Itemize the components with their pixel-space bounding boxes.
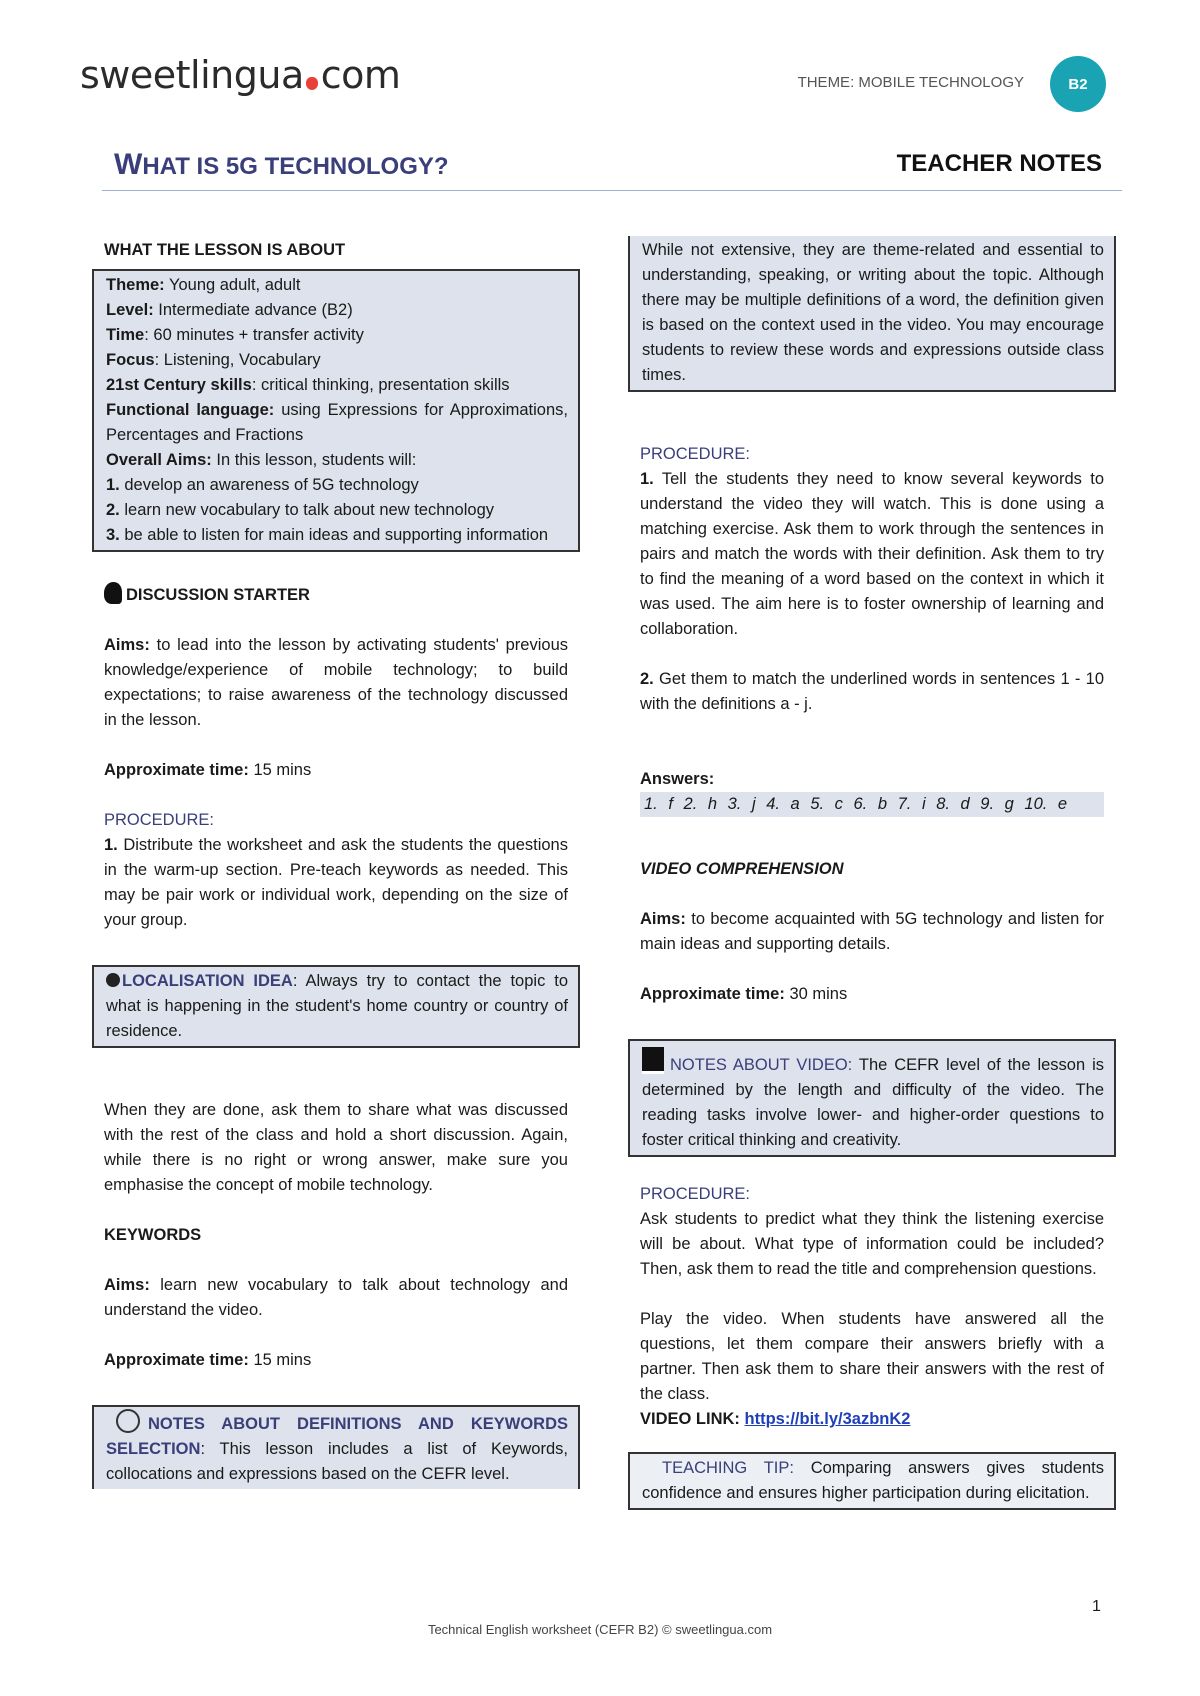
level-value: Intermediate advance (B2) <box>153 301 353 319</box>
overall-aims-label: Overall Aims: <box>106 451 212 469</box>
aims-text: to lead into the lesson by activating students' previous knowledge/experience of mobile technology; to build expectations; to raise awareness of the technology discussed in the lesson. <box>104 636 568 729</box>
apple-icon <box>306 77 318 90</box>
discussion-starter-heading <box>104 582 568 608</box>
answers-line: 1. f 2. h 3. j 4. a 5. c 6. b 7. i 8. d 9. g 10. e <box>640 792 1104 817</box>
theme-label: Theme: <box>106 276 165 294</box>
procedure-label: PROCEDURE: <box>640 1185 751 1203</box>
functional-label: Functional language: <box>106 401 275 419</box>
aim-number: 1. <box>106 476 120 494</box>
keywords-notes-label: NOTES ABOUT DEFINITIONS AND KEYWORDS SELECTION <box>106 1415 568 1458</box>
aims-label: Aims: <box>104 636 150 654</box>
time-value: : 60 minutes + transfer activity <box>144 326 364 344</box>
title-initial: W <box>114 148 143 181</box>
localisation-text: : Always try to contact the topic to what is happening in the student's home country or country of residence. <box>106 972 568 1040</box>
localisation-label: LOCALISATION IDEA <box>122 972 293 990</box>
teaching-tip-text: Comparing answers gives students confidence and ensures higher participation during elicitation. <box>642 1459 1105 1502</box>
logo-text-right: com <box>320 53 401 97</box>
head-icon <box>104 582 122 604</box>
step-number: 2. <box>640 670 654 688</box>
teaching-tip-box <box>628 1452 1116 1510</box>
notebook-icon <box>642 1047 664 1074</box>
level-badge: B2 <box>1050 56 1106 112</box>
teacher-notes-label: TEACHER NOTES <box>896 150 1102 177</box>
skills-value: : critical thinking, presentation skills <box>251 376 510 394</box>
rosette-icon <box>116 1409 140 1433</box>
aims-text: to become acquainted with 5G technology and listen for main ideas and supporting details. <box>640 910 1104 953</box>
page-title <box>114 148 449 182</box>
about-heading: WHAT THE LESSON IS ABOUT <box>104 241 346 259</box>
aim-text: develop an awareness of 5G technology <box>119 476 419 494</box>
keywords-notes-box <box>92 1405 580 1489</box>
page-number: 1 <box>1092 1598 1101 1615</box>
video-comprehension-heading: VIDEO COMPREHENSION <box>640 860 844 878</box>
procedure-paragraph: Play the video. When students have answered all the questions, let them compare their answers briefly with a partner. Then ask them to share their answers with the rest of the class. <box>640 1310 1104 1403</box>
aims-label: Aims: <box>104 1276 150 1294</box>
lesson-info-box <box>92 269 580 552</box>
right-column <box>640 236 1104 1510</box>
keywords-notes-continued: While not extensive, they are theme-related and essential to understanding, speaking, or writing about the topic. Although there may be multiple definitions of a word, the definition given is based on the context used in the video. You may encourage students to review these words and expressions outside class times. <box>642 241 1104 384</box>
aims-text: learn new vocabulary to talk about technology and understand the video. <box>104 1276 568 1319</box>
keywords-notes-text: : This lesson includes a list of Keywords, collocations and expressions based on the CEFR level. <box>106 1440 568 1483</box>
step-number: 1. <box>640 470 654 488</box>
video-notes-label: NOTES ABOUT VIDEO: <box>670 1056 853 1074</box>
aims-label: Aims: <box>640 910 686 928</box>
approx-time-value: 30 mins <box>784 985 848 1003</box>
time-label: Time <box>106 326 145 344</box>
overall-aims-value: In this lesson, students will: <box>211 451 417 469</box>
video-link-label: VIDEO LINK: <box>640 1410 740 1428</box>
approx-time-value: 15 mins <box>248 761 312 779</box>
logo <box>80 53 401 97</box>
approx-time-label: Approximate time: <box>104 1351 249 1369</box>
skills-label: 21st Century skills <box>106 376 252 394</box>
procedure-label: PROCEDURE: <box>104 811 215 829</box>
approx-time-value: 15 mins <box>248 1351 312 1369</box>
step-text: Tell the students they need to know several keywords to understand the video they will watch. This is done using a matching exercise. Ask them to work through the sentences in pairs and match the words with their definition. Ask them to try to find the meaning of a word based on the context in which it was used. The aim here is to foster ownership of learning and collaboration. <box>640 470 1104 638</box>
aim-item <box>106 523 568 548</box>
level-label: Level: <box>106 301 154 319</box>
approx-time-label: Approximate time: <box>104 761 249 779</box>
title-rest: HAT IS 5G TECHNOLOGY? <box>142 153 449 180</box>
video-notes-text: The CEFR level of the lesson is determined by the length and difficulty of the video. The reading tasks involve lower- and higher-order questions to foster critical thinking and creativity. <box>642 1056 1104 1149</box>
theme-label: THEME: MOBILE TECHNOLOGY <box>797 74 1024 91</box>
aim-text: learn new vocabulary to talk about new technology <box>119 501 494 519</box>
aim-item <box>106 498 568 523</box>
logo-text-left: sweetlingua <box>80 53 304 97</box>
answers-label: Answers: <box>640 770 715 788</box>
aim-text: be able to listen for main ideas and supporting information <box>119 526 549 544</box>
approx-time-label: Approximate time: <box>640 985 785 1003</box>
video-notes-box <box>628 1039 1116 1157</box>
procedure-paragraph: Ask students to predict what they think the listening exercise will be about. What type of information could be included? Then, ask them to read the title and comprehension questions. <box>640 1210 1104 1278</box>
functional-value: using Expressions for Approximations, Percentages and Fractions <box>106 401 568 444</box>
focus-label: Focus <box>106 351 155 369</box>
video-link[interactable]: https://bit.ly/3azbnK2 <box>744 1410 911 1428</box>
focus-value: : Listening, Vocabulary <box>154 351 321 369</box>
globe-icon <box>106 973 120 987</box>
aim-number: 2. <box>106 501 120 519</box>
aim-item <box>106 473 568 498</box>
step-number: 1. <box>104 836 118 854</box>
left-column <box>104 238 568 1489</box>
teaching-tip-label: TEACHING TIP: <box>662 1459 794 1477</box>
step-text: Distribute the worksheet and ask the students the questions in the warm-up section. Pre-teach keywords as needed. This may be pair work or individual work, depending on the size of your group. <box>104 836 568 929</box>
procedure-label: PROCEDURE: <box>640 445 751 463</box>
localisation-box <box>92 965 580 1048</box>
theme-value: Young adult, adult <box>164 276 301 294</box>
keywords-heading: KEYWORDS <box>104 1226 202 1244</box>
keywords-notes-continued-box <box>628 236 1116 392</box>
footer-text: Technical English worksheet (CEFR B2) © sweetlingua.com <box>427 1622 773 1637</box>
step-text: Get them to match the underlined words in sentences 1 - 10 with the definitions a - j. <box>640 670 1104 713</box>
header-divider <box>102 190 1122 191</box>
discussion-starter-title: DISCUSSION STARTER <box>126 586 310 604</box>
after-discussion-text: When they are done, ask them to share what was discussed with the rest of the class and hold a short discussion. Again, while there is no right or wrong answer, make sure you emphasise the concept of mobile technology. <box>104 1101 568 1194</box>
aim-number: 3. <box>106 526 120 544</box>
